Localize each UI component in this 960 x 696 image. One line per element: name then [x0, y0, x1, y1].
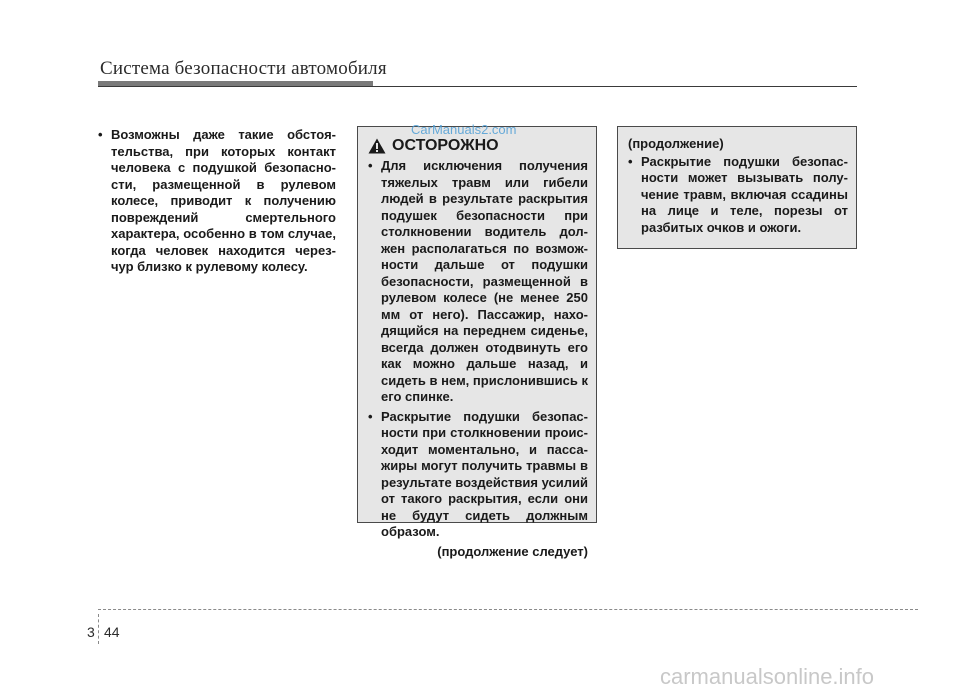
footer-section-number: 3 — [87, 624, 95, 640]
list-item: • Возможны даже такие обстоя-тельства, при которых контакт человека с подушкой безопасно-сти, размещенной в рулевом колесе, приводит к получению повреждений смертельного характера, особенно в том случае, когда человек находится через-чур близко к рулевому колесу. — [98, 127, 336, 276]
continued-prev-note: (продолжение) — [628, 136, 724, 151]
footer-page-number: 44 — [104, 624, 120, 640]
list-item: • Раскрытие подушки безопас-ности может вызывать полу-чение травм, включая ссадины на лице и теле, порезы от разбитых очков и ожоги. — [628, 154, 848, 237]
watermark-top: CarManuals2.com — [411, 122, 517, 137]
bullet-list — [98, 127, 336, 276]
continued-next-note: (продолжение следует) — [437, 543, 588, 559]
warning-heading-label: ОСТОРОЖНО — [392, 137, 499, 154]
continued-bullet-list — [628, 154, 848, 237]
list-item: • Для исключения получения тяжелых травм или гибели людей в результате раскрытия подушек безопасности при столкновении водитель дол-жен располагаться по возмож-ности дальше от подушки безопасности, размещенной в рулевом колесе (не менее 250 мм от него). Пассажир, нахо-дящийся на переднем сиденье, всегда должен отодвинуть его как можно дальше назад, и сидеть в нем, прислонившись к его спинке. — [368, 158, 588, 406]
warning-heading — [368, 137, 588, 155]
footer-rule — [98, 609, 918, 610]
header-title: Система безопасности автомобиля — [100, 58, 387, 79]
text-column-left — [98, 127, 336, 279]
watermark-bottom: carmanualsonline.info — [660, 664, 875, 689]
footer-divider — [98, 614, 99, 644]
warning-box — [357, 126, 597, 559]
warning-triangle-icon — [368, 138, 386, 154]
header-rule-thin — [98, 86, 857, 87]
warning-bullet-list — [368, 158, 588, 541]
continued-box — [617, 126, 857, 249]
list-item: • Раскрытие подушки безопас-ности при столкновении проис-ходит моментально, и пасса-жиры могут получить травмы в результате воздействия усилий от такого раскрытия, если они не будут сидеть должным образом. — [368, 409, 588, 541]
